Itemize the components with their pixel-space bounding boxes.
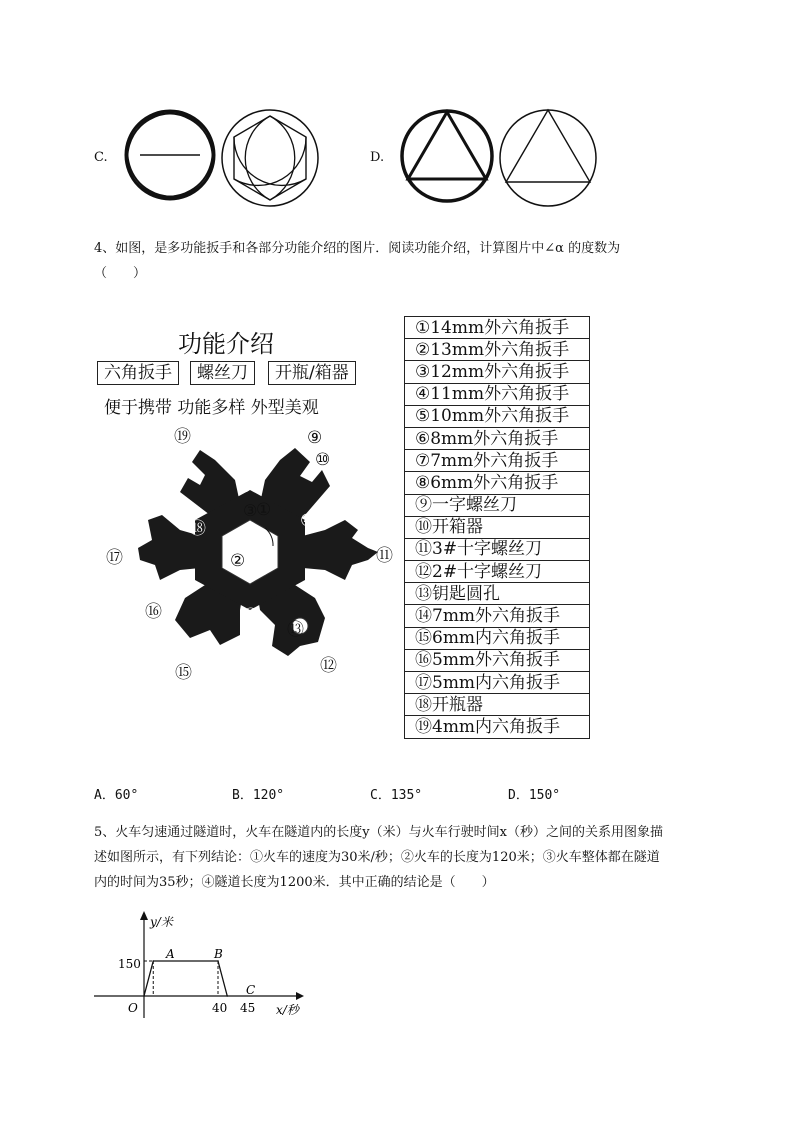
table-row	[405, 317, 590, 339]
marker-11: ⑪	[376, 546, 393, 566]
point-a-label: A	[166, 947, 175, 961]
function-item: ⑱开瓶器	[405, 694, 590, 716]
function-item: ①14mm外六角扳手	[405, 317, 590, 339]
q4-option-d: D．150°	[508, 788, 561, 803]
marker-3: ③	[243, 501, 258, 520]
q4-option-b: B．120°	[232, 788, 285, 803]
angle-alpha: α	[255, 560, 267, 580]
origin-label: O	[128, 1001, 138, 1015]
marker-3-on-wrench: ③	[237, 477, 253, 497]
figure-slogan: 便于携带 功能多样 外型美观	[104, 398, 319, 418]
function-item: ⑤10mm外六角扳手	[405, 405, 590, 427]
data-point-O	[143, 995, 145, 997]
table-row	[405, 583, 590, 605]
table-row	[405, 427, 590, 449]
table-row	[405, 694, 590, 716]
marker-15: ⑮	[175, 663, 192, 683]
marker-12: ⑫	[320, 656, 337, 676]
function-item: ③12mm外六角扳手	[405, 361, 590, 383]
series-line	[144, 961, 227, 996]
q5-graph	[88, 908, 318, 1023]
table-row	[405, 716, 590, 738]
marker-7: ⑦	[166, 500, 182, 520]
option-d-sketch-figure	[397, 106, 497, 206]
marker-10: ⑩	[315, 450, 331, 470]
y-axis-arrow	[140, 911, 148, 920]
function-item: ⑬钥匙圆孔	[405, 583, 590, 605]
table-row	[405, 472, 590, 494]
function-item: ⑰5mm内六角扳手	[405, 672, 590, 694]
table-row	[405, 494, 590, 516]
table-row	[405, 339, 590, 361]
table-row	[405, 450, 590, 472]
x-axis-label: x/秒	[276, 1003, 299, 1017]
marker-1: ①	[256, 500, 272, 520]
y-axis-label: y/米	[150, 915, 173, 929]
x-tick-40: 40	[212, 1001, 228, 1015]
marker-17: ⑰	[106, 548, 123, 568]
table-row	[405, 672, 590, 694]
x-axis-arrow	[296, 992, 304, 1000]
function-item: ⑲4mm内六角扳手	[405, 716, 590, 738]
q4-option-c: C．135°	[370, 788, 423, 803]
marker-13: ⑬	[287, 620, 304, 640]
table-row	[405, 361, 590, 383]
q4-option-a: A．60°	[94, 788, 139, 803]
q5-line1: 5、火车匀速通过隧道时，火车在隧道内的长度y（米）与火车行驶时间x（秒）之间的关系用图象描	[94, 825, 663, 840]
q4-stem-line2: （ ）	[94, 266, 147, 281]
tag-screwdriver: 螺丝刀	[190, 361, 255, 385]
marker-8: ⑧	[183, 576, 199, 596]
q5-line3: 内的时间为35秒；④隧道长度为1200米．其中正确的结论是（ ）	[94, 875, 495, 890]
tag-opener: 开瓶/箱器	[268, 361, 356, 385]
q4-stem-line1: 4、如图，是多功能扳手和各部分功能介绍的图片．阅读功能介绍，计算图片中∠α 的度数为	[94, 241, 621, 256]
option-c-sketch-figure	[120, 105, 220, 205]
data-point-A	[152, 960, 154, 962]
x-tick-45: 45	[240, 1001, 256, 1015]
function-item: ⑯5mm外六角扳手	[405, 649, 590, 671]
table-row	[405, 405, 590, 427]
marker-5: ⑤	[305, 578, 321, 598]
marker-9: ⑨	[307, 428, 323, 448]
function-item: ④11mm外六角扳手	[405, 383, 590, 405]
marker-4: ④	[300, 511, 316, 531]
table-row	[405, 605, 590, 627]
function-item: ⑥8mm外六角扳手	[405, 427, 590, 449]
function-item: ⑮6mm内六角扳手	[405, 627, 590, 649]
table-row	[405, 627, 590, 649]
function-item: ⑨一字螺丝刀	[405, 494, 590, 516]
function-item: ⑫2#十字螺丝刀	[405, 561, 590, 583]
function-item: ⑧6mm外六角扳手	[405, 472, 590, 494]
function-item: ⑦7mm外六角扳手	[405, 450, 590, 472]
option-d-clean-figure	[496, 106, 600, 210]
table-row	[405, 561, 590, 583]
marker-16: ⑯	[145, 602, 162, 622]
table-row	[405, 516, 590, 538]
marker-2: ②	[230, 551, 246, 571]
table-row	[405, 538, 590, 560]
table-row	[405, 649, 590, 671]
marker-14: ⑭	[241, 638, 258, 658]
table-row	[405, 383, 590, 405]
option-d-label: D.	[370, 150, 385, 165]
function-item: ⑪3#十字螺丝刀	[405, 538, 590, 560]
y-tick-150: 150	[118, 957, 141, 971]
marker-18: ⑱	[189, 519, 206, 539]
function-item: ⑭7mm外六角扳手	[405, 605, 590, 627]
point-c-label: C	[246, 983, 256, 997]
function-item: ⑩开箱器	[405, 516, 590, 538]
function-item: ②13mm外六角扳手	[405, 339, 590, 361]
marker-19: ⑲	[174, 427, 191, 447]
data-point-C	[226, 995, 228, 997]
marker-6: ⑥	[243, 605, 259, 625]
figure-title: 功能介绍	[178, 330, 274, 358]
point-b-label: B	[214, 947, 223, 961]
function-table	[404, 316, 590, 739]
option-c-clean-figure	[218, 106, 322, 210]
q5-line2: 述如图所示，有下列结论：①火车的速度为30米/秒；②火车的长度为120米；③火车整体都在隧道	[94, 850, 660, 865]
tag-hex-wrench: 六角扳手	[97, 361, 179, 385]
option-c-label: C.	[94, 150, 108, 165]
